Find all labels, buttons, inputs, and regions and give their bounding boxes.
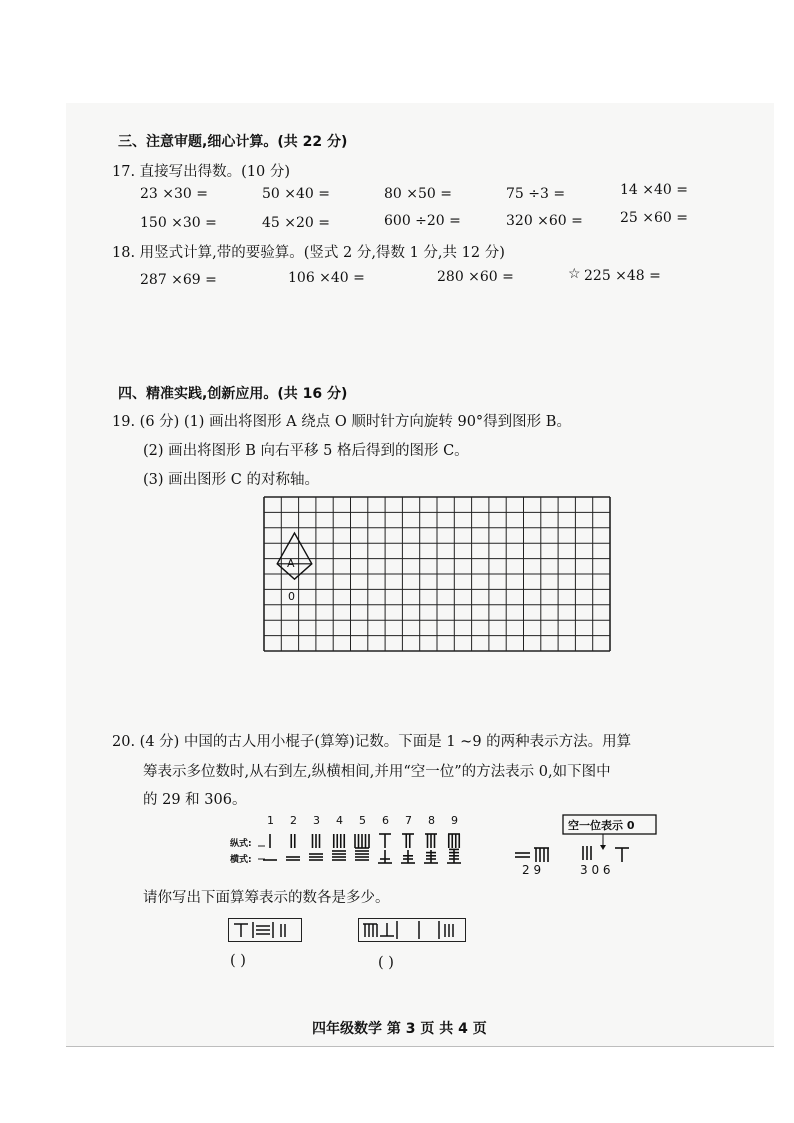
q20-line-2: 筹表示多位数时,从右到左,纵横相间,并用“空一位”的方法表示 0,如下图中 [143,764,611,780]
q18-expr: 225 ×48 = [584,268,661,284]
q20-line-1: 20. (4 分) 中国的古人用小棍子(算筹)记数。下面是 1 ~9 的两种表示方法。用算 [112,734,632,750]
digit-label: 5 [359,814,366,827]
arrow-head-icon [600,845,606,850]
page-bottom-rule [66,1046,774,1047]
digit-label: 8 [428,814,435,827]
grid-lines [264,497,610,651]
example-306-label: 3 0 6 [580,863,611,877]
example-29-label: 2 9 [522,863,542,877]
q19-line-1: 19. (6 分) (1) 画出将图形 A 绕点 O 顺时针方向旋转 90°得到图形 B。 [112,414,571,430]
horizontal-rods [263,848,461,863]
q17-expr: 320 ×60 = [506,213,583,229]
page-footer: 四年级数学 第 3 页 共 4 页 [312,1021,487,1037]
q17-expr: 150 ×30 = [140,215,217,231]
rod-figure-2 [358,918,466,942]
answer-blank-2[interactable]: ( ) [378,955,394,971]
rod-figure-2-rods [359,919,465,941]
vertical-form-label: 纵式: [230,839,252,849]
rotation-grid [262,495,732,665]
answer-blank-1[interactable]: ( ) [230,953,246,969]
point-o-label: 0 [288,590,295,603]
q18-title: 18. 用竖式计算,带的要验算。(竖式 2 分,得数 1 分,共 12 分) [112,245,505,261]
q19-line-3: (3) 画出图形 C 的对称轴。 [143,472,319,488]
vertical-rods [270,834,460,848]
empty-place-label: 空一位表示 0 [568,819,635,832]
star-mark: ☆ [568,266,581,282]
q17-expr: 14 ×40 = [620,182,688,198]
rod-figure-1 [228,918,302,942]
section-4-heading: 四、精准实践,创新应用。(共 16 分) [118,386,348,402]
section-3-heading: 三、注意审题,细心计算。(共 22 分) [118,134,348,150]
q17-expr: 45 ×20 = [262,215,330,231]
rod-figure-1-rods [229,919,301,941]
digit-label: 4 [336,814,343,827]
example-306-rods [583,846,629,862]
digit-label: 9 [451,814,458,827]
q17-expr: 600 ÷20 = [384,213,461,229]
q17-title: 17. 直接写出得数。(10 分) [112,164,291,180]
shape-a-label: A [287,557,295,570]
q18-expr: 280 ×60 = [437,269,514,285]
q17-expr: 80 ×50 = [384,186,452,202]
q17-expr: 50 ×40 = [262,186,330,202]
q17-expr: 75 ÷3 = [506,186,566,202]
digit-label: 7 [405,814,412,827]
horizontal-form-label: 横式: [230,855,252,865]
counting-rods-figure [225,812,665,882]
q17-expr: 25 ×60 = [620,210,688,226]
digit-labels [267,814,458,827]
q19-line-2: (2) 画出将图形 B 向右平移 5 格后得到的图形 C。 [143,443,469,459]
q18-expr: 106 ×40 = [288,270,365,286]
q20-line-3: 的 29 和 306。 [143,792,247,808]
example-29-rods [515,848,549,862]
digit-label: 2 [290,814,297,827]
q18-expr: 287 ×69 = [140,272,217,288]
digit-label: 3 [313,814,320,827]
digit-label: 1 [267,814,274,827]
q20-prompt: 请你写出下面算筹表示的数各是多少。 [143,890,390,906]
digit-label: 6 [382,814,389,827]
q17-expr: 23 ×30 = [140,186,208,202]
